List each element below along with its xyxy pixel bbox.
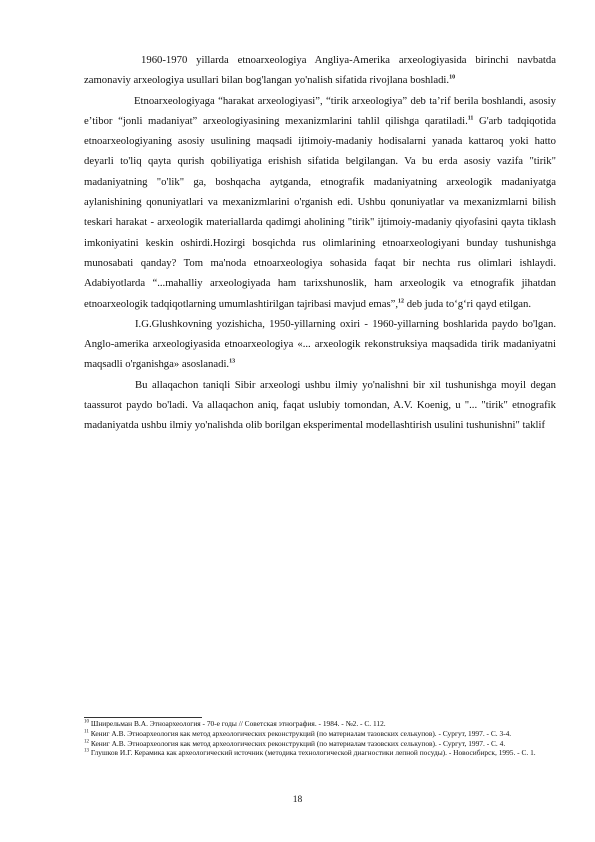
page-number: 18 — [292, 795, 303, 805]
footnote-ref-10[interactable]: 10 — [449, 74, 456, 81]
footnote-13 — [84, 748, 554, 758]
paragraph-3 — [84, 314, 556, 375]
footnote-12 — [84, 739, 554, 749]
footnote-ref-12[interactable]: 12 — [398, 298, 405, 304]
footnote-text: Шнирельман В.А. Этноархеология - 70-е годы // Советская этнография. - 1984. - №2. - С. 112. — [90, 719, 386, 728]
paragraph-1-text: 1960-1970 yillarda etnoarxeologiya Angliya-Amerika arxeologiyasida birinchi navbatda zamonaviy arxeologiya usullari bilan bog'langan yo'nalish sifatida rivojlana boshladi. — [84, 54, 556, 87]
footnote-text: Кениг А.В. Этноархеология как метод археологических реконструкций (по материалам тазовских селькупов). - Сургут, 1997. - С. 4. — [90, 738, 506, 748]
footnote-11 — [84, 729, 554, 739]
paragraph-4-text: Bu allaqachon taniqli Sibir arxeologi ushbu ilmiy yo'nalishni bir xil tushunishga moyil degan taassurot paydo bo'ladi. Va allaqachon aniq, faqat uslubiy tomondan, A.V. Koenig, u "... "tirik" etnografik madaniyatda ushbu ilmiy yo'nalishda olib borilgan eksperimental modellashtirish usulini tushunishni" taklif — [84, 378, 556, 432]
footnote-number: 10 — [84, 719, 89, 725]
footnote-number: 12 — [84, 739, 89, 745]
paragraph-3-text: I.G.Glushkovning yozishicha, 1950-yillarning oxiri - 1960-yillarning boshlarida paydo bo'lgan. Anglo-amerika arxeologiyasida etnoarxeologiya «... arxeologik rekonstruksiya maqsadida tirik madaniyatni maqsadli o'rganishga» asoslanadi. — [84, 317, 556, 371]
paragraph-2 — [84, 91, 556, 314]
paragraph-2-text-b: G'arb tadqiqotida etnoarxeologiyaning asosiy usulining maqsadi ijtimoiy-madaniy hodisalarni yanada kattaroq yoki hatto deyarli to'liq qayta qurish qobiliyatiga erishish sifatida belgilangan. Va bu erda asosiy vazifa "tirik" madaniyatning "o'lik" ga, boshqacha aytganda, etnografik madaniyatning arxeologik madaniyatga aylanishining qonuniyatlari va mexanizmlarini o'rganish edi. Ushbu qonuniyatlar va mexanizmlarni bilish teskari harakat - arxeologik materiallarda qadimgi aholining "tirik" ijtimoiy-madaniy qiyofasini qayta tiklash imkoniyatini keskin oshirdi.Hozirgi bosqichda rus olimlarining etnoarxeologiyani bunday tushunishga munosabati qanday? Tom ma'noda etnoarxeologiya sohasida faqat bir nechta rus olimlari ishlaydi. Adabiyotlarda “...mahalliy arxeologiyada ham tarixshunoslik, ham arxeologik va etnografik jihatdan etnoarxeologik tadqiqotlarning umumlashtirilgan tajribasi mavjud emas”, — [84, 114, 557, 310]
footnote-number: 11 — [84, 729, 89, 735]
footnote-ref-11[interactable]: 11 — [467, 115, 474, 122]
footnote-text: Глушков И.Г. Керамика как археологический источник (методика технологической диагностики лепной посуды). - Новосибирск, 1995. - С. 1. — [90, 748, 536, 758]
paragraph-2-text-a: Etnoarxeologiyaga “harakat arxeologiyasi”, “tirik arxeologiya” deb taʼrif berila boshlandi, asosiy eʼtibor “jonli madaniyat” arxeologiyasining mexanizmlarini tahlil qilishga qaratiladi. — [84, 94, 556, 127]
paragraph-1 — [84, 50, 556, 91]
footnote-divider — [84, 717, 202, 718]
page-body — [84, 50, 556, 436]
footnote-10 — [84, 719, 554, 729]
footnote-text: Кениг А.В. Этноархеология как метод археологических реконструкций (по материалам тазовских селькупов). - Сургут, 1997. - С. 3-4. — [90, 728, 512, 738]
paragraph-4 — [84, 375, 556, 436]
footnotes — [84, 719, 554, 758]
footnote-ref-13[interactable]: 13 — [229, 358, 236, 365]
footnote-number: 13 — [84, 748, 89, 754]
paragraph-2-text-c: deb juda toʻgʻri qayd etilgan. — [404, 297, 532, 310]
